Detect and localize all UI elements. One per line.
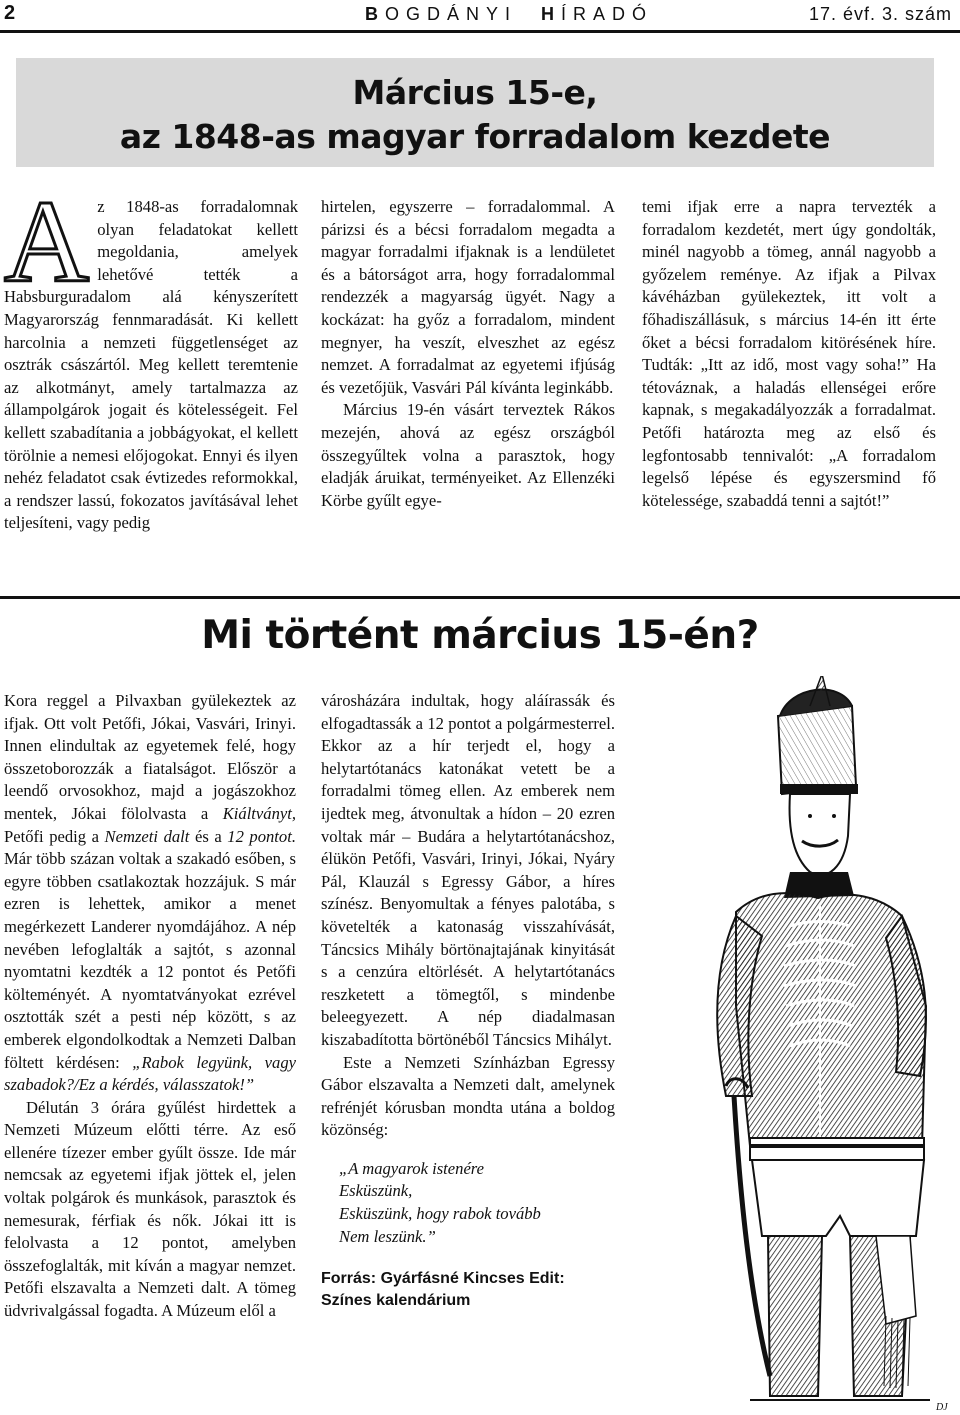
poem — [339, 1158, 615, 1248]
article1-col1-text: Az 1848-as forradalomnak olyan feladatokat kellett megoldania, amelyek lehetővé tették a Habsburguradalom alá kényszerített Magyarország fennmaradását. Ki kellett harcolnia a nemzeti függetlenséget az osztrák császártól. Meg kellett teremtenie az alkotmányt, amely tartalmazza az állampolgárok jogait és kötelességeit. Fel kellett szabadítania a jobbágyokat, el kellett törölnie a nemesi előjogokat. Ennyi és ilyen nehéz feladatot csak évtizedes reformokkal, a rendszer lassú, fokozatos javításával lehet teljesíteni, vagy pedig — [4, 176, 298, 533]
article2-col1-para2: Délután 3 órára gyűlést hirdettek a Nemzeti Múzeum előtti térre. Az eső ellenére tízezer ember gyűlt össze. Ide már nemcsak az egyetemi ifjak jöttek el, jelen voltak polgárok és munkások, parasztok és nemesurak, férfiak és nők. Jókai itt is felolvasta a 12 pontot, amelyben összefoglalták, mit kíván a magyar nemzet. Petőfi elszavalta a Nemzeti dalt. A tömeg üdvrivalgással fogadta. A Múzeum elől a — [4, 1097, 296, 1321]
article2-col1-para1: Kora reggel a Pilvaxban gyülekeztek az ifjak. Ott volt Petőfi, Jókai, Vasvári, Irinyi. Innen elindultak az egyetemek felé, hogy összetoborozzák a fiatalságot. Először a leendő orvosokhoz, majd a jogászokhoz mentek, Jókai fölolvasta a Kiáltványt, Petőfi pedig a Nemzeti dalt és a 12 pontot. Már több százan voltak a szakadó esőben, s egyre többen csatlakoztak hozzájuk. S már ezren is lehettek, amikor a menet megérkezett Landerer nyomdájához. A nép nevében lefoglalták a sajtót, s azonnal nyomtatni kezdték a 12 pontot és Petőfi költeményét. A nyomtatványokat ezrével osztották szét a pesti nép között, s az emberek elgondolkodtak a Nemzeti Dalban föltett kérdésen: „Rabok legyünk, vagy szabadok?/Ez a kérdés, válasszatok!” — [4, 691, 296, 1095]
article1-col3-text: temi ifjak erre a napra tervezték a forradalom kezdetét, mert úgy gondolták, minél nagyobb a tömeg, annál nagyobb a győzelem reménye. Az ifjak a Pilvax kávéházban gyülekeztek, itt volt a főhadiszállásuk, s március 14-én itt érte őket a bécsi forradalom kitörésének híre. Tudták: „Itt az idő, most vagy soha!” Ha tétováznak, a haladás ellenségei erőre kapnak, s megakadályozzák a forradalmat. Petőfi határozta meg az első és legfontosabb tennivalót: „A forradalom legelső lépése és egyszersmind fő kötelessége, szabaddá tenni a sajtót!” — [642, 197, 936, 510]
hussar-illustration — [640, 676, 960, 1415]
poem-line: Esküszünk, — [339, 1181, 413, 1201]
article2-col2-para1: városházára indultak, hogy aláírassák és elfogadtassák a 12 pontot a polgármesterrel. Ekkor az a hír terjedt el, hogy a helytartótanács katonákat vetett be a forradalmi tömeg ellen. Az emberek nem ijedtek meg, átvonultak a hídon – 20 ezren voltak már – Budára a helytartótanácshoz, élükön Petőfi, Vasvári, Irinyi, Jókai, Nyáry Pál, Klauzál s Egressy Gábor, a híres színész. Benyomultak a fényes palotába, s követelték a katonaság visszahívását, Táncsics Mihály börtönajtajának kinyitását s a cenzúra eltörlését. A helytartótanács reszketett a tömegtől, s mindenbe beleegyezett. A nép diadalmasan kiszabadította börtönéből Táncsics Mihályt. — [321, 691, 615, 1049]
article1-title-box — [16, 58, 934, 167]
masthead: BOGDÁNYI HÍRADÓ — [365, 4, 654, 24]
article1-column-1 — [4, 176, 298, 535]
article1-column-2 — [321, 196, 615, 512]
article2-column-1 — [4, 690, 296, 1323]
poem-line: Nem leszünk.” — [339, 1226, 436, 1246]
section-rule — [0, 596, 960, 599]
article1-col2-para2: Március 19-én vásárt terveztek Rákos mezején, ahová az egész országból összegyűltek volna a parasztok, hogy eladják áruikat, terményeiket. Az Ellenzéki Körbe gyűlt egye- — [321, 400, 615, 510]
article1-title-line2: az 1848-as magyar forradalom kezdete — [119, 117, 831, 156]
page-number: 2 — [4, 2, 16, 24]
illustration-signature: DJ — [936, 1402, 948, 1413]
issue-number: 17. évf. 3. szám — [808, 4, 952, 24]
article2-col2-para2: Este a Nemzeti Színházban Egressy Gábor elszavalta a Nemzeti dalt, amelynek refrénjét kórusban mondta utána a boldog közönség: — [321, 1052, 615, 1140]
article1-title-line1: Március 15-e, — [352, 73, 598, 112]
article1-col2-para1: hirtelen, egyszerre – forradalommal. A párizsi és a bécsi forradalom megadta a magyar forradalmi ifjaknak is a lendületet és a bátorságot arra, hogy forradalommal rendezzék a magyarság ügyét. Nagy a kockázat: ha győz a forradalom, mindent megnyer, ha veszít, elveszhet az egész nemzet. A forradalmat az egyetemi ifjúság és vezetőjük, Vasvári Pál kívánta leginkább. — [321, 197, 615, 397]
article2-column-2 — [321, 690, 615, 1312]
article1-column-3 — [642, 196, 936, 512]
article2-title: Mi történt március 15-én? — [201, 613, 759, 658]
source-citation: Forrás: Gyárfásné Kincses Edit: Színes kalendárium — [321, 1270, 565, 1310]
header-rule — [0, 30, 960, 33]
poem-line: Esküszünk, hogy rabok tovább — [339, 1204, 541, 1224]
page-header — [0, 0, 960, 34]
drop-cap: A — [4, 176, 90, 307]
poem-line: „A magyarok istenére — [339, 1158, 485, 1178]
